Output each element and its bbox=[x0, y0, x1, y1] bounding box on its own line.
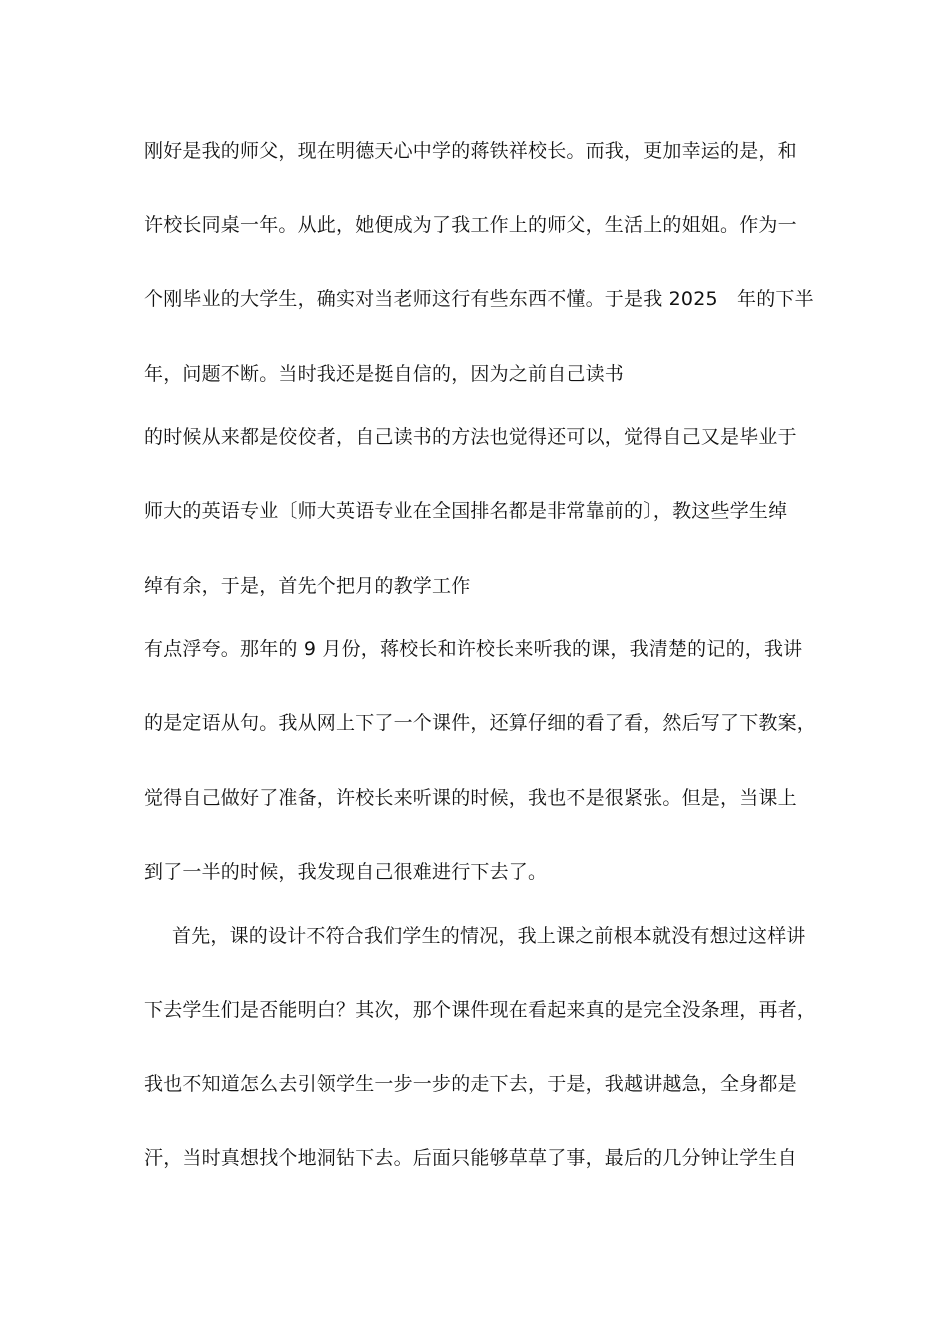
text-line-7: 绰有余，于是，首先个把月的教学工作 bbox=[144, 575, 471, 597]
text-line-8: 有点浮夸。那年的 9 月份，蒋校长和许校长来听我的课，我清楚的记的，我讲 bbox=[144, 638, 803, 660]
text-line-14: 我也不知道怎么去引领学生一步一步的走下去，于是，我越讲越急，全身都是 bbox=[144, 1073, 797, 1095]
text-line-13: 下去学生们是否能明白？其次，那个课件现在看起来真的是完全没条理，再者， bbox=[144, 999, 817, 1021]
text-line-9: 的是定语从句。我从网上下了一个课件，还算仔细的看了看，然后写了下教案， bbox=[144, 712, 817, 734]
text-line-11: 到了一半的时候，我发现自己很难进行下去了。 bbox=[144, 861, 548, 883]
text-line-5: 的时候从来都是佼佼者，自己读书的方法也觉得还可以，觉得自己又是毕业于 bbox=[144, 426, 797, 448]
text-line-15: 汗，当时真想找个地洞钻下去。后面只能够草草了事，最后的几分钟让学生自 bbox=[144, 1147, 797, 1169]
paragraph-first-line: 首先，课的设计不符合我们学生的情况，我上课之前根本就没有想过这样讲 bbox=[172, 925, 806, 947]
text-line-3: 个刚毕业的大学生，确实对当老师这行有些东西不懂。于是我 2025 年的下半 bbox=[144, 288, 814, 310]
text-line-4: 年，问题不断。当时我还是挺自信的，因为之前自己读书 bbox=[144, 363, 625, 385]
text-line-2: 许校长同桌一年。从此，她便成为了我工作上的师父，生活上的姐姐。作为一 bbox=[144, 214, 797, 236]
text-line-1: 刚好是我的师父，现在明德天心中学的蒋铁祥校长。而我，更加幸运的是，和 bbox=[144, 140, 797, 162]
text-line-10: 觉得自己做好了准备，许校长来听课的时候，我也不是很紧张。但是，当课上 bbox=[144, 787, 797, 809]
text-line-6: 师大的英语专业〔师大英语专业在全国排名都是非常靠前的〕，教这些学生绰 bbox=[144, 500, 788, 522]
